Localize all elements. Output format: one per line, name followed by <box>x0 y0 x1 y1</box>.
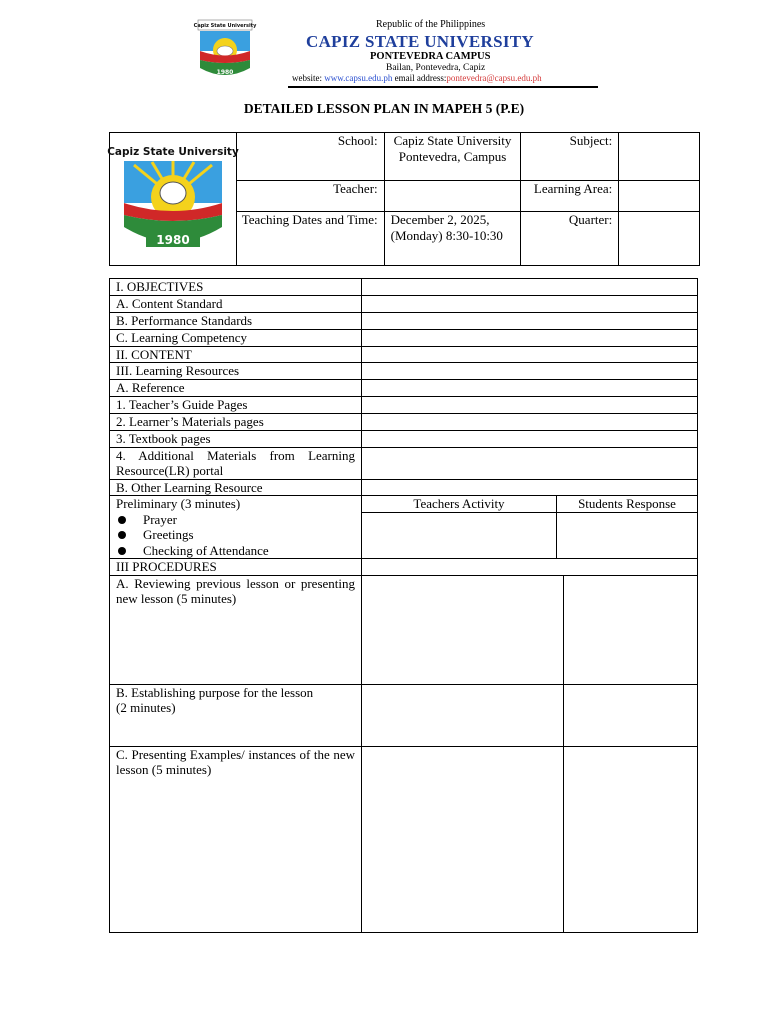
procedure-a-student-cell <box>564 575 698 684</box>
content-standard-value <box>362 296 698 313</box>
website-label: website: <box>292 73 322 83</box>
logo-text: Capiz State University <box>107 146 239 158</box>
lesson-info-table <box>109 132 700 266</box>
preliminary-student-cell <box>557 513 698 559</box>
subject-value <box>619 133 700 181</box>
school-value: Capiz State University Pontevedra, Campus <box>384 133 521 181</box>
additional-materials-value <box>362 447 698 479</box>
procedure-c-teacher-cell <box>362 746 564 932</box>
contact-line <box>292 73 542 83</box>
objectives-heading: I. OBJECTIVES <box>110 279 362 296</box>
seal-year: 1980 <box>216 69 234 76</box>
procedure-a-teacher-cell <box>362 575 564 684</box>
other-resource-value <box>362 479 698 496</box>
list-item: Greetings <box>116 527 355 543</box>
procedure-b-line1: B. Establishing purpose for the lesson <box>116 684 314 700</box>
seal-text: Capiz State University <box>193 23 257 29</box>
procedures-value <box>362 559 698 576</box>
letterhead <box>193 18 598 88</box>
learning-resources-value <box>362 363 698 380</box>
reference-label: A. Reference <box>110 380 362 397</box>
content-value <box>362 346 698 363</box>
content-heading: II. CONTENT <box>110 346 362 363</box>
procedure-b-teacher-cell <box>362 684 564 746</box>
performance-standards-label: B. Performance Standards <box>110 313 362 330</box>
learning-area-value <box>619 180 700 212</box>
learning-resources-heading: III. Learning Resources <box>110 363 362 380</box>
teacher-label: Teacher: <box>237 180 385 212</box>
dates-label: Teaching Dates and Time: <box>237 212 385 265</box>
learners-materials-value <box>362 413 698 430</box>
letterhead-divider <box>288 86 598 88</box>
logo-year: 1980 <box>156 233 190 247</box>
teachers-guide-label: 1. Teacher’s Guide Pages <box>110 396 362 413</box>
procedure-c-label: C. Presenting Examples/ instances of the new lesson (5 minutes) <box>110 746 362 932</box>
school-label: School: <box>237 133 385 181</box>
textbook-value <box>362 430 698 447</box>
procedure-b-student-cell <box>564 684 698 746</box>
preliminary-label: Preliminary (3 minutes) <box>116 496 241 511</box>
lesson-plan-table <box>109 278 698 933</box>
email-label: email address: <box>394 73 447 83</box>
teacher-value <box>384 180 521 212</box>
quarter-value <box>619 212 700 265</box>
textbook-label: 3. Textbook pages <box>110 430 362 447</box>
logo-cell <box>107 133 239 266</box>
preliminary-teacher-cell <box>362 513 557 559</box>
performance-standards-value <box>362 313 698 330</box>
procedure-b-label <box>110 684 362 746</box>
university-name: CAPIZ STATE UNIVERSITY <box>306 32 534 51</box>
subject-label: Subject: <box>521 133 619 181</box>
campus-address: Bailan, Pontevedra, Capiz <box>386 63 486 73</box>
document-title: DETAILED LESSON PLAN IN MAPEH 5 (P.E) <box>243 101 525 116</box>
learning-competency-label: C. Learning Competency <box>110 330 362 347</box>
students-response-header: Students Response <box>557 496 698 513</box>
procedures-heading: III PROCEDURES <box>110 559 362 576</box>
reference-value <box>362 380 698 397</box>
other-resource-label: B. Other Learning Resource <box>110 479 362 496</box>
content-standard-label: A. Content Standard <box>110 296 362 313</box>
university-logo-icon <box>107 135 239 259</box>
list-item: Prayer <box>116 512 355 528</box>
website-link[interactable]: www.capsu.edu.ph <box>324 73 393 83</box>
preliminary-cell <box>110 496 362 559</box>
campus-name: PONTEVEDRA CAMPUS <box>370 51 491 62</box>
learning-competency-value <box>362 330 698 347</box>
objectives-value <box>362 279 698 296</box>
procedure-a-label: A. Reviewing previous lesson or presenting new lesson (5 minutes) <box>110 575 362 684</box>
learning-area-label: Learning Area: <box>521 180 619 212</box>
republic-text: Republic of the Philippines <box>376 19 486 30</box>
learners-materials-label: 2. Learner’s Materials pages <box>110 413 362 430</box>
quarter-label: Quarter: <box>521 212 619 265</box>
procedure-b-line2: (2 minutes) <box>116 700 176 715</box>
preliminary-list <box>116 512 355 559</box>
email-link[interactable]: pontevedra@capsu.edu.ph <box>446 73 542 83</box>
dates-value: December 2, 2025, (Monday) 8:30-10:30 <box>384 212 521 265</box>
university-seal-icon <box>193 20 257 82</box>
procedure-c-student-cell <box>564 746 698 932</box>
list-item: Checking of Attendance <box>116 543 355 559</box>
teachers-guide-value <box>362 396 698 413</box>
teachers-activity-header: Teachers Activity <box>362 496 557 513</box>
additional-materials-label: 4. Additional Materials from Learning Resource(LR) portal <box>110 447 362 479</box>
